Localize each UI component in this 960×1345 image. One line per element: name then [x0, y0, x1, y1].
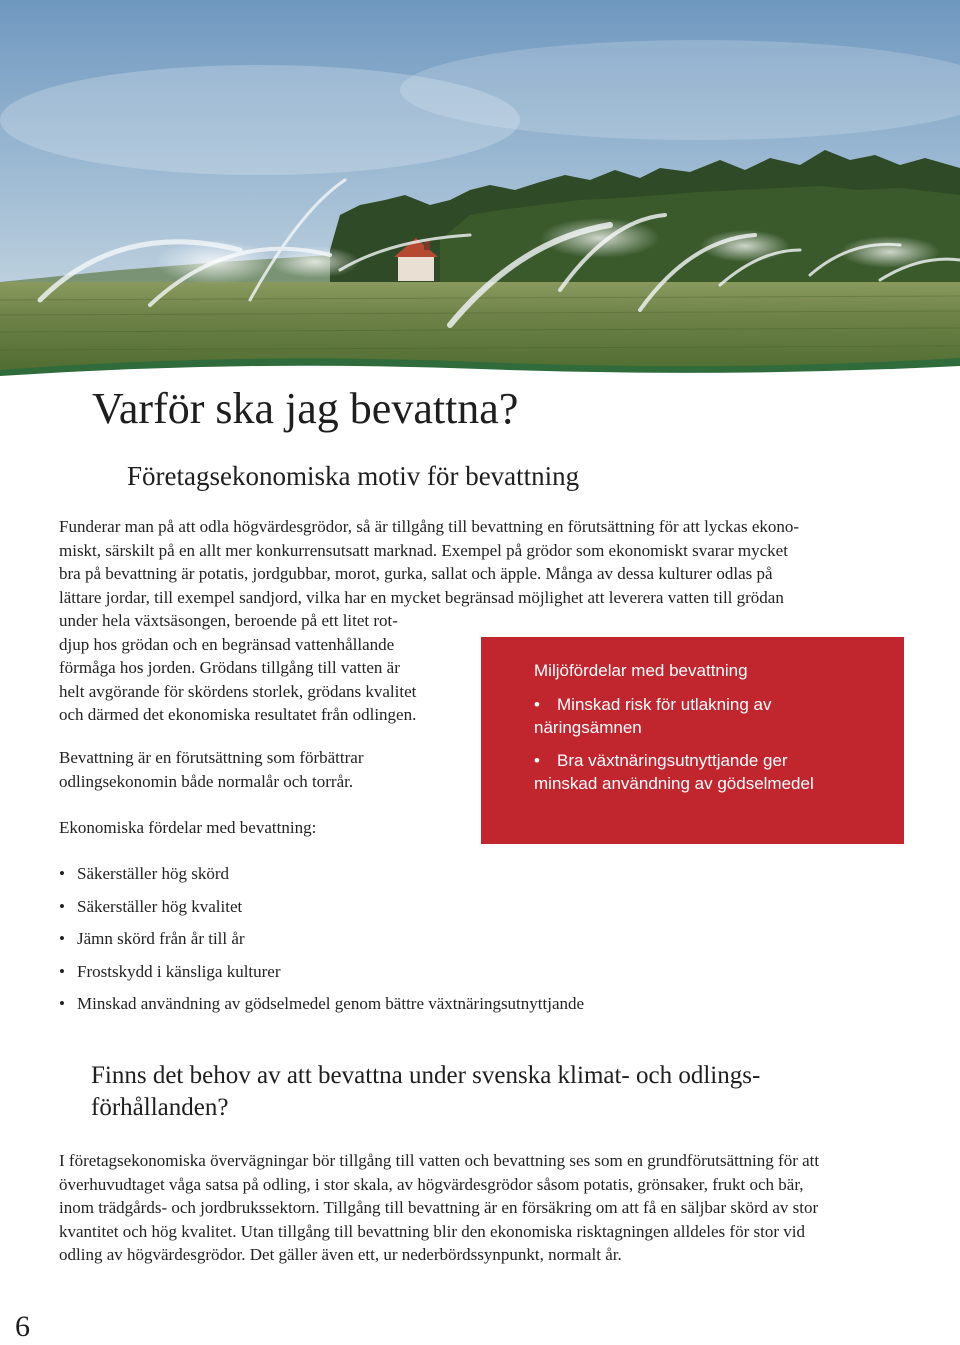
economic-benefits-list [59, 862, 584, 1025]
closing-paragraph [59, 1149, 904, 1267]
page-number: 6 [15, 1310, 30, 1343]
question-heading [91, 1060, 911, 1124]
heading-line: förhållanden? [91, 1094, 229, 1121]
heading-line: Finns det behov av att bevattna under svenska klimat- och odlings- [91, 1062, 761, 1089]
second-paragraph [59, 746, 479, 793]
intro-line: bra på bevattning är potatis, jordgubbar, morot, gurka, sallat och äpple. Många av dessa kulturer odlas på [59, 564, 773, 583]
list-item-text: Frostskydd i känsliga kulturer [77, 961, 281, 981]
intro-line: under hela växtsäsongen, beroende på ett litet rot- [59, 611, 398, 630]
list-item [59, 927, 584, 960]
box-list-item [534, 749, 864, 795]
list-item-text: Säkerställer hög kvalitet [77, 896, 243, 916]
box-item-line: Bra växtnäringsutnyttjande ger [557, 751, 788, 770]
closing-line: överhuvudtaget våga satsa på odling, i stor skala, av högvärdesgrödor såsom potatis, grönsaker, frukt och bär, [59, 1174, 804, 1194]
bullet-icon: • [59, 961, 65, 981]
intro-line: Funderar man på att odla högvärdesgrödor, så är tillgång till bevattning en förutsättning för att lyckas ekono- [59, 517, 800, 536]
bullet-icon: • [534, 751, 540, 770]
closing-line: inom trädgårds- och jordbrukssektorn. Tillgång till bevattning är en försäkring om att få en säljbar skörd av stor [59, 1198, 819, 1217]
paragraph-line: Bevattning är en förutsättning som förbättrar [59, 748, 364, 767]
intro-line: djup hos grödan och en begränsad vattenhållande [59, 634, 395, 654]
list-item-text: Jämn skörd från år till år [77, 929, 245, 948]
intro-line: och därmed det ekonomiska resultatet från odlingen. [59, 705, 417, 724]
bullet-icon: • [534, 695, 540, 714]
page-title: Varför ska jag bevattna? [92, 384, 519, 433]
list-item-text: Säkerställer hög skörd [77, 864, 230, 883]
box-list-item [534, 693, 864, 739]
intro-line: miskt, särskilt på en allt mer konkurrensutsatt marknad. Exempel på grödor som ekonomiskt svarar mycket [59, 540, 788, 560]
box-item-line: näringsämnen [534, 718, 642, 737]
list-item-text: Minskad användning av gödselmedel genom bättre växtnäringsutnyttjande [77, 994, 585, 1013]
paragraph-line: odlingsekonomin både normalår och torrår. [59, 771, 354, 791]
box-item-line: minskad användning av gödselmedel [534, 774, 814, 793]
closing-line: kvantitet och hög kvalitet. Utan tillgång till bevattning blir den ekonomiska risktagningen alldeles för stor vid [59, 1221, 805, 1241]
box-item-line: Minskad risk för utlakning av [557, 695, 772, 714]
intro-line: lättare jordar, till exempel sandjord, vilka har en mycket begränsad möjlighet att leverera vatten till grödan [59, 587, 784, 607]
list-item [59, 895, 584, 928]
list-item [59, 992, 584, 1025]
section-subtitle: Företagsekonomiska motiv för bevattning [127, 461, 580, 491]
intro-line: helt avgörande för skördens storlek, grödans kvalitet [59, 681, 417, 701]
bullet-icon: • [59, 994, 65, 1013]
bullet-icon: • [59, 896, 65, 916]
environment-benefits-box [481, 637, 904, 844]
hero-photo [0, 0, 960, 380]
bullet-icon: • [59, 929, 65, 948]
intro-line: förmåga hos jorden. Grödans tillgång till vatten är [59, 658, 400, 677]
closing-line: I företagsekonomiska övervägningar bör tillgång till vatten och bevattning ses som en grundförutsättning för att [59, 1151, 820, 1170]
bullet-icon: • [59, 864, 65, 883]
box-title: Miljöfördelar med bevattning [534, 661, 748, 680]
list-item [59, 862, 584, 895]
list-item [59, 960, 584, 993]
economic-benefits-heading: Ekonomiska fördelar med bevattning: [59, 818, 317, 837]
closing-line: odling av högvärdesgrödor. Det gäller även ett, ur nederbördssynpunkt, normalt år. [59, 1245, 622, 1264]
